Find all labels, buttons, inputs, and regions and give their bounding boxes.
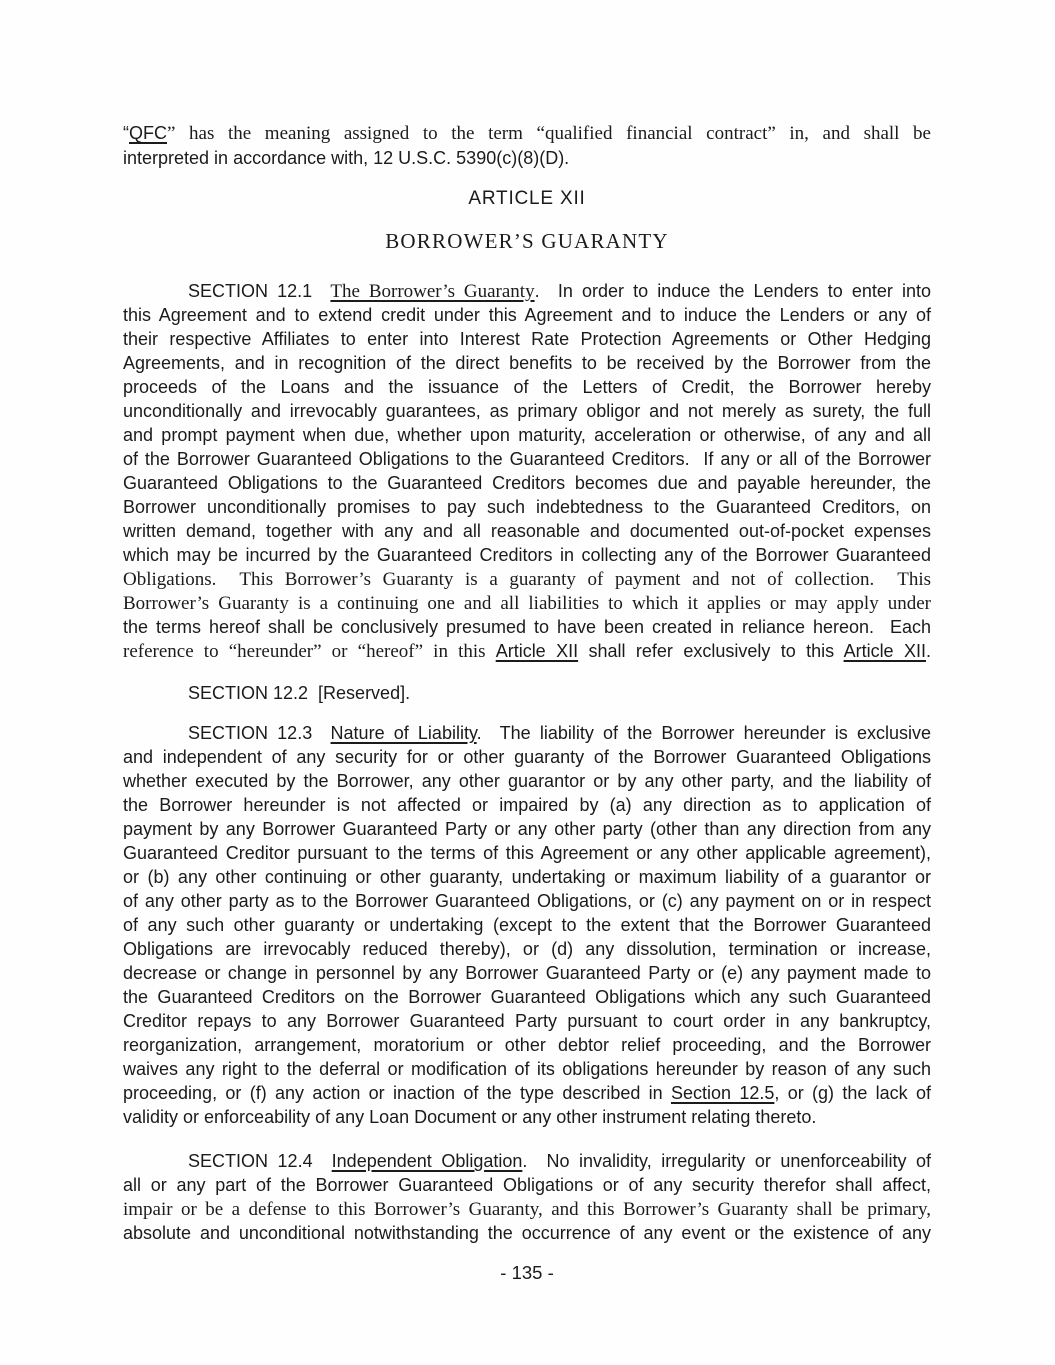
- text-line: all or any part of the Borrower Guaranteed Obligations or of any security therefor shall affect,: [123, 1175, 931, 1195]
- article-heading: ARTICLE XII: [468, 188, 586, 209]
- text-line: their respective Affiliates to enter into Interest Rate Protection Agreements or Other Hedging: [123, 329, 931, 349]
- text-line: interpreted in accordance with, 12 U.S.C. 5390(c)(8)(D).: [123, 148, 570, 168]
- text-line: “QFC” has the meaning assigned to the term “qualified financial contract” in, and shall be: [123, 123, 931, 144]
- text-line: the Borrower hereunder is not affected or impaired by (a) any direction as to application of: [123, 795, 931, 815]
- text-line: Guaranteed Creditor pursuant to the terms of this Agreement or any other applicable agreement),: [123, 843, 931, 863]
- text-line: of any such other guaranty or undertaking (except to the extent that the Borrower Guaranteed: [123, 915, 931, 935]
- text-line: Guaranteed Obligations to the Guaranteed Creditors becomes due and payable hereunder, the: [123, 473, 931, 493]
- text-line: Obligations are irrevocably reduced thereby), or (d) any dissolution, termination or increase,: [123, 939, 931, 959]
- text-line: decrease or change in personnel by any Borrower Guaranteed Party or (e) any payment made to: [123, 963, 931, 983]
- text-line: of the Borrower Guaranteed Obligations to the Guaranteed Creditors. If any or all of the Borrower: [123, 449, 931, 469]
- text-line: SECTION 12.4 Independent Obligation. No invalidity, irregularity or unenforceability of: [188, 1151, 931, 1171]
- text-line: unconditionally and irrevocably guarantees, as primary obligor and not merely as surety, the full: [123, 401, 931, 421]
- text-line: reference to “hereunder” or “hereof” in this Article XII shall refer exclusively to this Article XII.: [123, 641, 931, 662]
- text-line: the terms hereof shall be conclusively presumed to have been created in reliance hereon. Each: [123, 617, 931, 637]
- text-line: impair or be a defense to this Borrower’s Guaranty, and this Borrower’s Guaranty shall be primary,: [123, 1199, 931, 1220]
- text-line: validity or enforceability of any Loan Document or any other instrument relating thereto.: [123, 1107, 817, 1127]
- text-line: this Agreement and to extend credit under this Agreement and to induce the Lenders or any of: [123, 305, 931, 325]
- text-line: or (b) any other continuing or other guaranty, undertaking or maximum liability of a guarantor or: [123, 867, 931, 887]
- text-line: whether executed by the Borrower, any other guarantor or by any other party, and the liability of: [123, 771, 931, 791]
- text-line: Obligations. This Borrower’s Guaranty is a guaranty of payment and not of collection. This: [123, 569, 931, 590]
- text-line: waives any right to the deferral or modification of its obligations hereunder by reason of any such: [123, 1059, 931, 1079]
- article-title: BORROWER’S GUARANTY: [385, 229, 669, 253]
- text-line: SECTION 12.2 [Reserved].: [188, 683, 411, 703]
- text-line: and independent of any security for or other guaranty of the Borrower Guaranteed Obligations: [123, 747, 931, 767]
- text-line: SECTION 12.1 The Borrower’s Guaranty. In order to induce the Lenders to enter into: [188, 281, 932, 302]
- page-number: - 135 -: [500, 1262, 554, 1283]
- paragraph-qfc-definition: [123, 121, 931, 171]
- paragraph-section-12-2: [123, 681, 931, 705]
- text-line: reorganization, arrangement, moratorium or other debtor relief proceeding, and the Borrower: [123, 1035, 931, 1055]
- text-line: absolute and unconditional notwithstanding the occurrence of any event or the existence of any: [123, 1223, 931, 1243]
- text-line: Agreements, and in recognition of the direct benefits to be received by the Borrower from the: [123, 353, 931, 373]
- text-line: proceeds of the Loans and the issuance of the Letters of Credit, the Borrower hereby: [123, 377, 931, 397]
- text-line: Borrower unconditionally promises to pay such indebtedness to the Guaranteed Creditors, on: [123, 497, 931, 517]
- text-line: proceeding, or (f) any action or inaction of the type described in Section 12.5, or (g) the lack of: [123, 1083, 931, 1103]
- text-line: the Guaranteed Creditors on the Borrower Guaranteed Obligations which any such Guaranteed: [123, 987, 931, 1007]
- text-line: payment by any Borrower Guaranteed Party or any other party (other than any direction from any: [123, 819, 931, 839]
- text-line: SECTION 12.3 Nature of Liability. The liability of the Borrower hereunder is exclusive: [188, 723, 931, 743]
- text-line: which may be incurred by the Guaranteed Creditors in collecting any of the Borrower Guaranteed: [123, 545, 931, 565]
- paragraph-section-12-4: [123, 1149, 931, 1245]
- text-line: of any other party as to the Borrower Guaranteed Obligations, or (c) any payment on or in respect: [123, 891, 931, 911]
- text-line: and prompt payment when due, whether upon maturity, acceleration or otherwise, of any and all: [123, 425, 931, 445]
- paragraph-section-12-1: [123, 279, 931, 663]
- text-line: Creditor repays to any Borrower Guaranteed Party pursuant to court order in any bankruptcy,: [123, 1011, 931, 1031]
- text-line: Borrower’s Guaranty is a continuing one and all liabilities to which it applies or may apply under: [123, 593, 931, 614]
- paragraph-section-12-3: [123, 721, 931, 1129]
- text-line: written demand, together with any and all reasonable and documented out-of-pocket expenses: [123, 521, 931, 541]
